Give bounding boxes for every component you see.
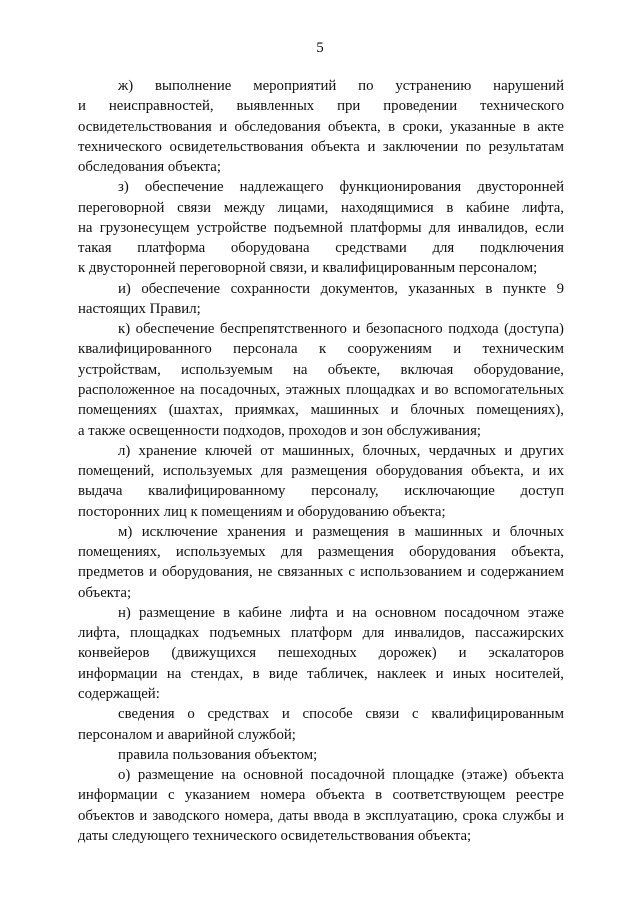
text-line: ж) выполнение мероприятий по устранению нарушений [118,78,564,94]
text-line: информации на стендах, в виде табличек, наклеек и иных носителей, [78,665,564,682]
text-line: з) обеспечение надлежащего функционирования двусторонней [118,179,564,196]
text-line: посторонних лиц к помещениям и оборудованию объекта; [78,503,446,520]
text-line: л) хранение ключей от машинных, блочных, чердачных и других [118,442,564,459]
text-line: содержащей: [78,685,160,702]
text-line: лифта, площадках подъемных платформ для инвалидов, пассажирских [78,625,564,642]
text-line: переговорной связи между лицами, находящимися в кабине лифта, [78,199,564,216]
text-line: конвейеров (движущихся пешеходных дорожек) и эскалаторов [78,645,564,662]
text-line: на грузонесущем устройстве подъемной платформы для инвалидов, если [78,219,564,236]
paragraph-n [78,603,564,704]
text-line: технического освидетельствования объекта и заключении по результатам [78,138,564,155]
text-line: персоналом и аварийной службой; [78,726,296,743]
text-line: м) исключение хранения и размещения в машинных и блочных [118,523,564,540]
text-line: к двусторонней переговорной связи, и квалифицированным персоналом; [78,260,538,277]
text-line: настоящих Правил; [78,300,201,317]
text-line: объектов и заводского номера, даты ввода в эксплуатацию, срока службы и [78,807,564,824]
paragraph-m [78,522,564,603]
text-line: помещениях, используемых для размещения оборудования объекта, [78,544,564,561]
paragraph-k [78,319,564,441]
text-line: квалифицированного персонала к сооружениям и техническим [78,341,564,358]
text-line: выдача квалифицированному персоналу, исключающие доступ [78,483,564,500]
text-line: даты следующего технического освидетельствования объекта; [78,827,472,844]
text-line: предметов и оборудования, не связанных с использованием и содержанием [78,564,564,581]
text-line: сведения о средствах и способе связи с квалифицированным [118,706,564,723]
paragraph-svedeniya [78,704,564,745]
text-line: такая платформа оборудована средствами для подключения [78,240,564,257]
paragraph-o [78,765,564,846]
text-line: информации с указанием номера объекта в соответствующем реестре [78,787,564,804]
paragraph-l [78,441,564,522]
text-line: к) обеспечение беспрепятственного и безопасного подхода (доступа) [118,321,564,338]
text-line: освидетельствования и обследования объекта, в сроки, указанные в акте [78,118,564,135]
text-line: устройствам, используемым на объекте, включая оборудование, [78,361,564,378]
text-line: обследования объекта; [78,159,221,176]
document-body [78,76,564,846]
page-number: 5 [316,40,324,56]
text-line: правила пользования объектом; [118,746,318,763]
text-line: и) обеспечение сохранности документов, указанных в пункте 9 [118,280,564,297]
text-line: о) размещение на основной посадочной площадке (этаже) объекта [118,767,564,784]
paragraph-zh [78,76,564,177]
text-line: а также освещенности подходов, проходов и зон обслуживания; [78,422,482,439]
text-line: объекта; [78,584,132,601]
text-line: расположенное на посадочных, этажных площадках и во вспомогательных [78,381,564,398]
text-line: помещениях (шахтах, приямках, машинных и блочных помещениях), [78,402,564,419]
paragraph-z [78,177,564,278]
text-line: н) размещение в кабине лифта и на основном посадочном этаже [118,604,564,621]
paragraph-pravila [78,745,564,765]
paragraph-i [78,279,564,320]
text-line: помещений, используемых для размещения оборудования объекта, и их [78,463,564,480]
text-line: и неисправностей, выявленных при проведении технического [78,98,564,115]
